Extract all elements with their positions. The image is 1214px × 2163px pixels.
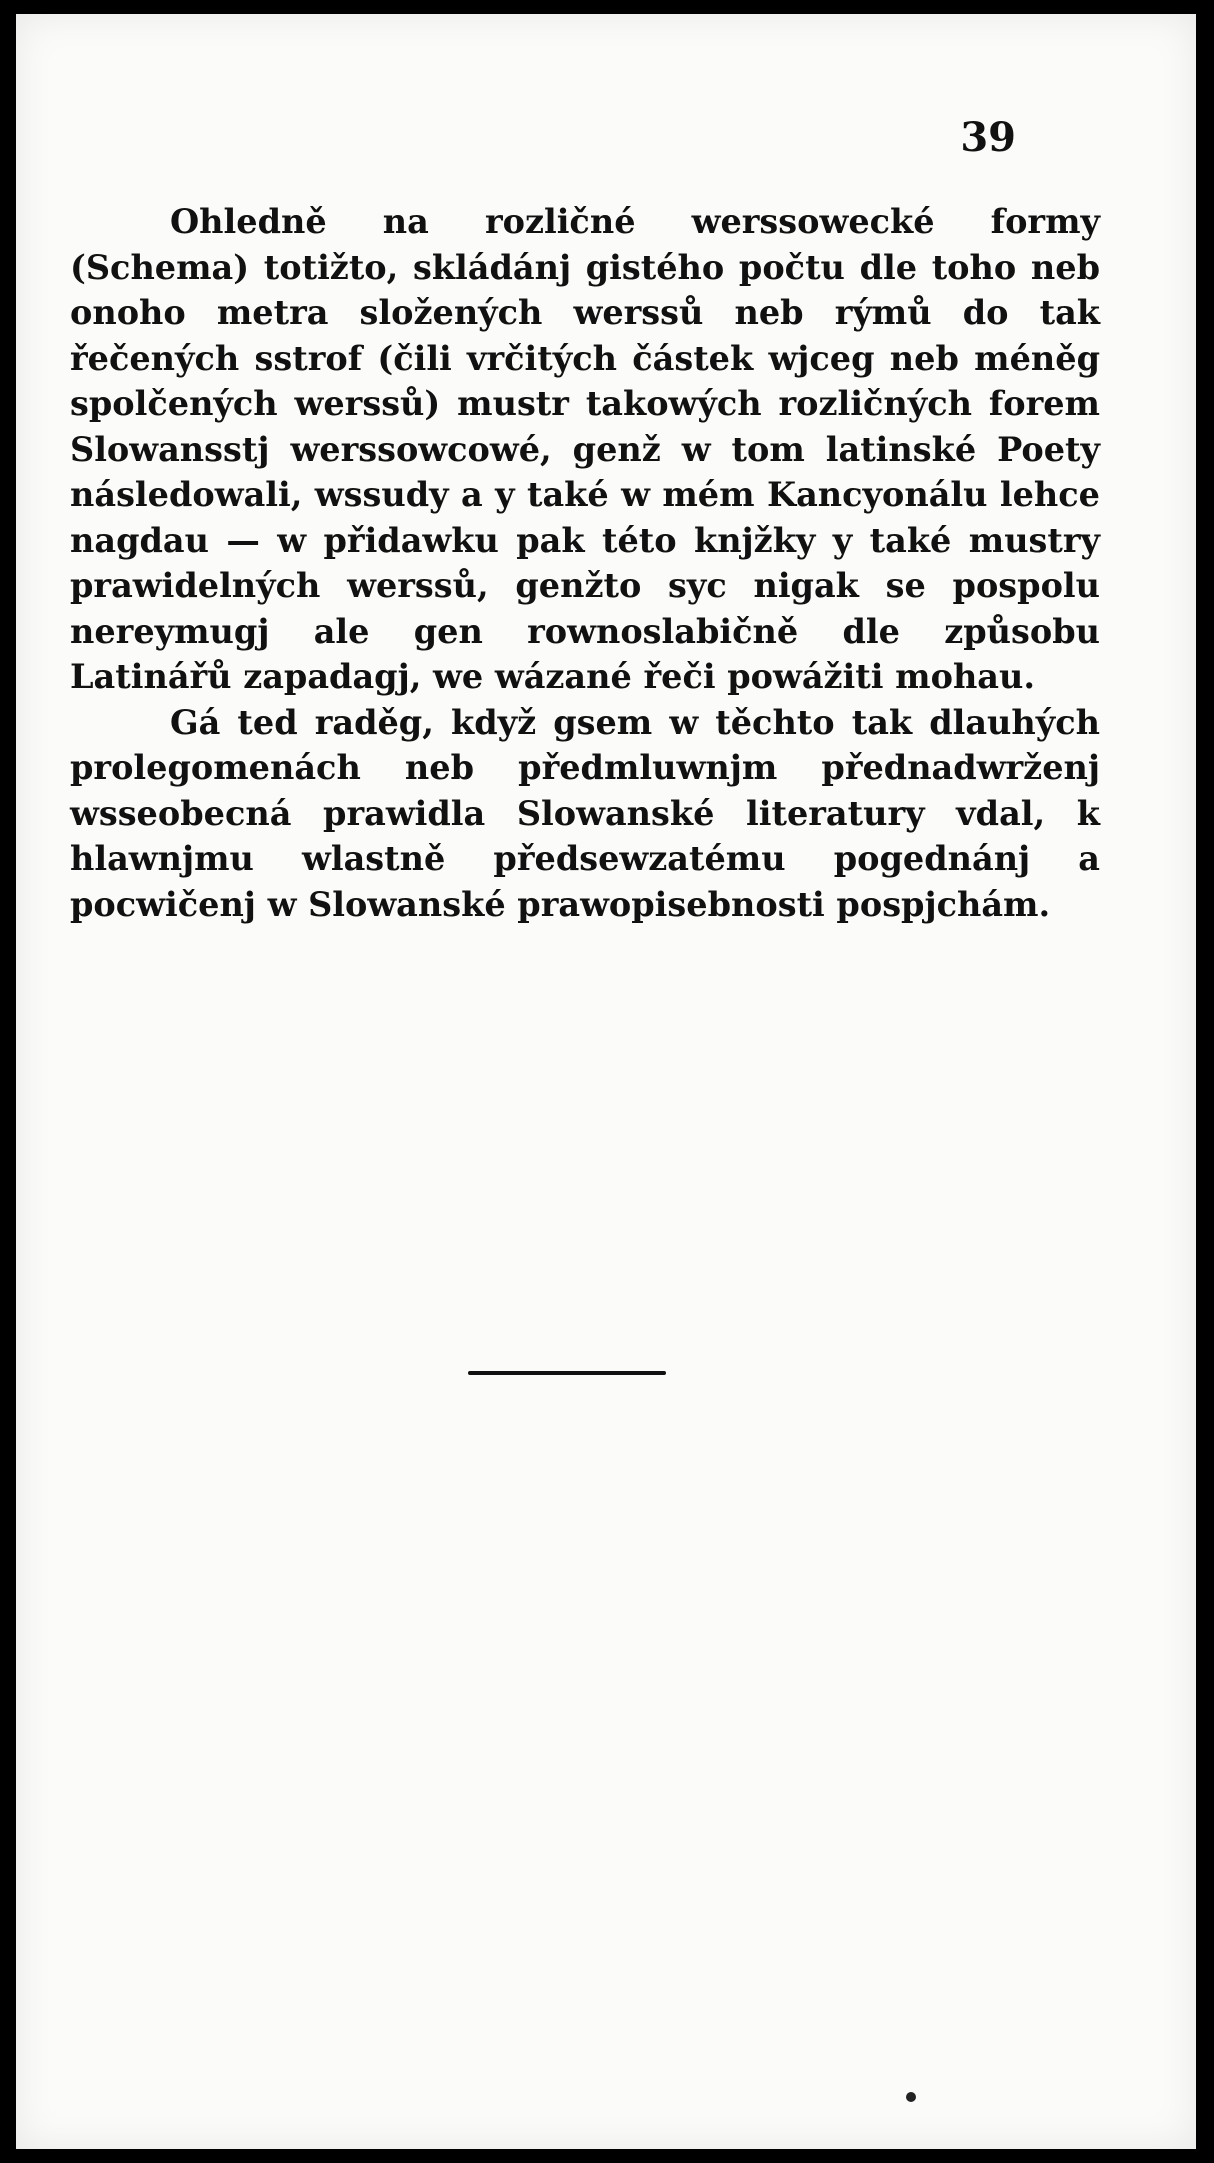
- paragraph-2: Gá ted raděg, když gsem w těchto tak dlauhých prolegomenách neb předmluwnjm přednadwrženj wsseobecná prawidla Slowanské literatury vdal, k hlawnjmu wlastně předsewzatému pogednánj a pocwičenj w Slowanské prawopisebnosti pospjchám.: [70, 702, 1100, 924]
- section-divider: [468, 1371, 666, 1375]
- page-body: [70, 199, 1100, 927]
- ink-dot: [906, 2092, 916, 2102]
- page-number: 39: [960, 114, 1016, 161]
- paragraph-1: Ohledně na rozličné werssowecké formy (Schema) totižto, skládánj gistého počtu dle toho neb onoho metra složených werssů neb rýmů do tak řečených sstrof (čili vrčitých částek wjceg neb méněg spolčených werssů) mustr takowých rozličných forem Slowansstj werssowcowé, genž w tom latinské Poety následowali, wssudy a y také w mém Kancyonálu lehce nagdau — w přidawku pak této knjžky y také mustry prawidelných werssů, genžto syc nigak se pospolu nereymugj ale gen rownoslabičně dle způsobu Latinářů zapadagj, we wázané řeči powážiti mohau.: [70, 202, 1100, 696]
- book-page: [16, 14, 1196, 2149]
